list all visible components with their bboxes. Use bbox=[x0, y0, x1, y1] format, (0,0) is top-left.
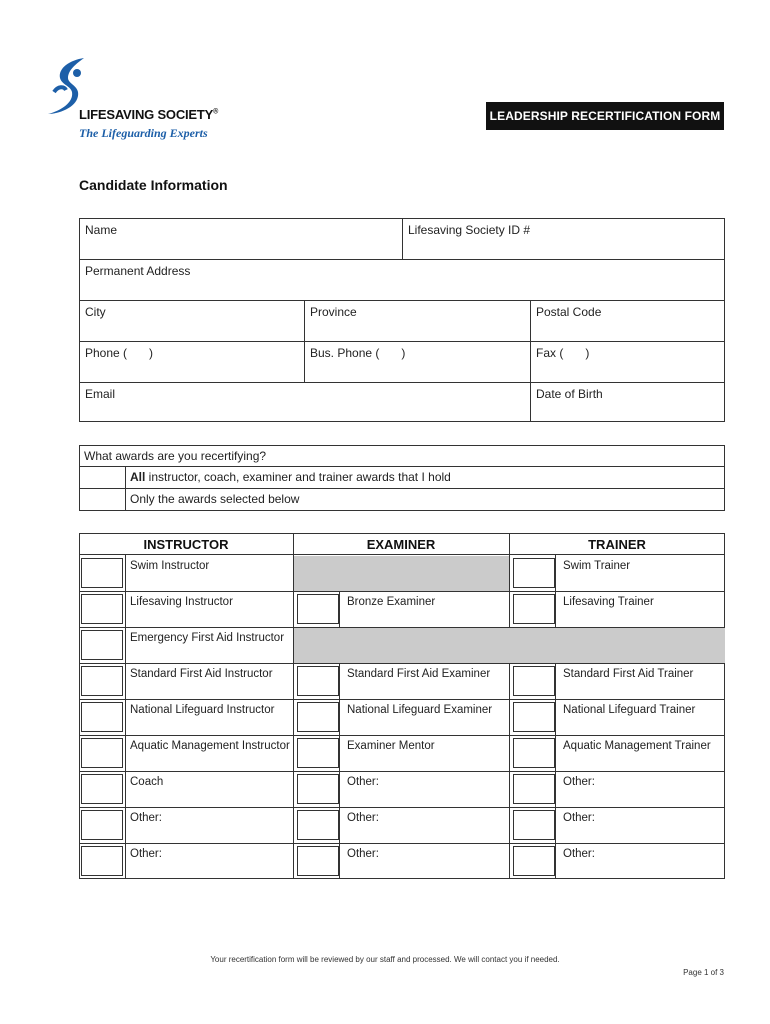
fax-field[interactable] bbox=[530, 341, 725, 383]
trainer-column-header: TRAINER bbox=[588, 537, 646, 552]
trainer-checkbox-divider bbox=[555, 735, 556, 771]
postal-code-field[interactable] bbox=[530, 300, 725, 342]
examiner-award-checkbox[interactable] bbox=[297, 846, 339, 876]
trainer-award-label: Other: bbox=[563, 812, 595, 824]
instructor-award-checkbox[interactable] bbox=[81, 738, 123, 768]
instructor-award-checkbox[interactable] bbox=[81, 666, 123, 696]
trainer-checkbox-divider bbox=[555, 555, 556, 591]
instructor-award-label: Coach bbox=[130, 776, 164, 788]
awards-row-divider bbox=[79, 699, 725, 700]
bus-phone-field[interactable] bbox=[304, 341, 531, 383]
examiner-checkbox-divider bbox=[339, 591, 340, 627]
examiner-award-checkbox[interactable] bbox=[297, 594, 339, 624]
awards-row-divider bbox=[79, 591, 725, 592]
examiner-checkbox-divider bbox=[339, 735, 340, 771]
examiner-award-label: Standard First Aid Examiner bbox=[347, 668, 491, 680]
bus-phone-label: Bus. Phone ( ) bbox=[310, 346, 406, 360]
examiner-award-label: Other: bbox=[347, 812, 379, 824]
instructor-award-checkbox[interactable] bbox=[81, 558, 123, 588]
awards-row-divider bbox=[79, 807, 725, 808]
name-label: Name bbox=[85, 223, 118, 237]
instructor-checkbox-divider bbox=[125, 699, 126, 735]
trainer-checkbox-divider bbox=[555, 591, 556, 627]
instructor-checkbox-divider bbox=[125, 627, 126, 663]
page-number: Page 1 of 3 bbox=[683, 968, 724, 977]
trainer-award-checkbox[interactable] bbox=[513, 810, 555, 840]
form-title: LEADERSHIP RECERTIFICATION FORM bbox=[486, 102, 724, 130]
awards-option-divider bbox=[79, 488, 725, 489]
awards-row-divider bbox=[79, 735, 725, 736]
examiner-award-checkbox[interactable] bbox=[297, 666, 339, 696]
city-label: City bbox=[85, 305, 106, 319]
all-awards-checkbox[interactable] bbox=[80, 467, 125, 488]
instructor-award-checkbox[interactable] bbox=[81, 630, 123, 660]
instructor-award-checkbox[interactable] bbox=[81, 846, 123, 876]
province-field[interactable] bbox=[304, 300, 531, 342]
examiner-award-label: Other: bbox=[347, 848, 379, 860]
trainer-checkbox-divider bbox=[555, 663, 556, 699]
awards-question-divider bbox=[79, 466, 725, 467]
examiner-award-checkbox[interactable] bbox=[297, 702, 339, 732]
trainer-award-checkbox[interactable] bbox=[513, 666, 555, 696]
examiner-award-checkbox[interactable] bbox=[297, 738, 339, 768]
examiner-checkbox-divider bbox=[339, 843, 340, 879]
city-field[interactable] bbox=[79, 300, 305, 342]
trainer-award-checkbox[interactable] bbox=[513, 558, 555, 588]
examiner-trainer-unavailable-cell bbox=[294, 628, 725, 663]
awards-row-divider bbox=[79, 771, 725, 772]
phone-field[interactable] bbox=[79, 341, 305, 383]
trainer-award-label: Lifesaving Trainer bbox=[563, 596, 654, 608]
postal-code-label: Postal Code bbox=[536, 305, 602, 319]
selected-awards-checkbox[interactable] bbox=[80, 489, 125, 510]
phone-label: Phone ( ) bbox=[85, 346, 154, 360]
instructor-checkbox-divider bbox=[125, 663, 126, 699]
address-field[interactable] bbox=[79, 259, 725, 301]
society-id-label: Lifesaving Society ID # bbox=[408, 223, 531, 237]
society-id-field[interactable] bbox=[402, 218, 725, 260]
trainer-award-label: National Lifeguard Trainer bbox=[563, 704, 696, 716]
instructor-award-checkbox[interactable] bbox=[81, 810, 123, 840]
trainer-checkbox-divider bbox=[555, 843, 556, 879]
trainer-award-label: Swim Trainer bbox=[563, 560, 631, 572]
instructor-award-label: Other: bbox=[130, 848, 162, 860]
awards-row-divider bbox=[79, 843, 725, 844]
trainer-award-checkbox[interactable] bbox=[513, 738, 555, 768]
date-of-birth-label: Date of Birth bbox=[536, 387, 603, 401]
instructor-checkbox-divider bbox=[125, 771, 126, 807]
trainer-award-checkbox[interactable] bbox=[513, 702, 555, 732]
examiner-checkbox-divider bbox=[339, 807, 340, 843]
trainer-checkbox-divider bbox=[555, 699, 556, 735]
email-field[interactable] bbox=[79, 382, 531, 422]
organization-tagline: The Lifeguarding Experts bbox=[79, 126, 208, 140]
name-field[interactable] bbox=[79, 218, 403, 260]
trainer-checkbox-divider bbox=[555, 771, 556, 807]
examiner-checkbox-divider bbox=[339, 699, 340, 735]
examiner-checkbox-divider bbox=[339, 663, 340, 699]
instructor-award-label: Lifesaving Instructor bbox=[130, 596, 233, 608]
instructor-award-label: Emergency First Aid Instructor bbox=[130, 632, 285, 644]
instructor-award-label: Swim Instructor bbox=[130, 560, 210, 572]
trainer-award-label: Other: bbox=[563, 776, 595, 788]
instructor-award-checkbox[interactable] bbox=[81, 702, 123, 732]
email-label: Email bbox=[85, 387, 116, 401]
examiner-column-header: EXAMINER bbox=[366, 537, 436, 552]
address-label: Permanent Address bbox=[85, 264, 191, 278]
instructor-checkbox-divider bbox=[125, 591, 126, 627]
instructor-column-header: INSTRUCTOR bbox=[143, 537, 229, 552]
trainer-award-label: Aquatic Management Trainer bbox=[563, 740, 711, 752]
fax-label: Fax ( ) bbox=[536, 346, 590, 360]
province-label: Province bbox=[310, 305, 357, 319]
examiner-trainer-divider bbox=[509, 533, 510, 879]
trainer-checkbox-divider bbox=[555, 807, 556, 843]
trainer-award-checkbox[interactable] bbox=[513, 774, 555, 804]
awards-row-divider bbox=[79, 663, 725, 664]
footer-note: Your recertification form will be reviewed by our staff and processed. We will contact you if needed. bbox=[210, 955, 560, 964]
examiner-award-checkbox[interactable] bbox=[297, 810, 339, 840]
examiner-unavailable-cell bbox=[294, 556, 509, 591]
instructor-award-label: Other: bbox=[130, 812, 162, 824]
examiner-award-label: National Lifeguard Examiner bbox=[347, 704, 493, 716]
selected-awards-option-label: Only the awards selected below bbox=[130, 492, 300, 506]
examiner-award-checkbox[interactable] bbox=[297, 774, 339, 804]
instructor-checkbox-divider bbox=[125, 843, 126, 879]
section-heading-candidate: Candidate Information bbox=[79, 177, 228, 193]
trainer-award-label: Standard First Aid Trainer bbox=[563, 668, 694, 680]
examiner-award-label: Bronze Examiner bbox=[347, 596, 436, 608]
examiner-award-label: Examiner Mentor bbox=[347, 740, 435, 752]
awards-header-divider bbox=[79, 554, 725, 555]
instructor-checkbox-divider bbox=[125, 807, 126, 843]
trainer-award-checkbox[interactable] bbox=[513, 846, 555, 876]
awards-question: What awards are you recertifying? bbox=[84, 449, 267, 463]
examiner-award-label: Other: bbox=[347, 776, 379, 788]
trainer-award-label: Other: bbox=[563, 848, 595, 860]
all-awards-option-label: All instructor, coach, examiner and trainer awards that I hold bbox=[130, 470, 451, 484]
examiner-checkbox-divider bbox=[339, 771, 340, 807]
awards-checkbox-column-divider bbox=[125, 466, 126, 511]
date-of-birth-field[interactable] bbox=[530, 382, 725, 422]
instructor-checkbox-divider bbox=[125, 735, 126, 771]
trainer-award-checkbox[interactable] bbox=[513, 594, 555, 624]
instructor-award-checkbox[interactable] bbox=[81, 774, 123, 804]
instructor-award-checkbox[interactable] bbox=[81, 594, 123, 624]
organization-name: LIFESAVING SOCIETY® bbox=[79, 107, 219, 122]
instructor-award-label: Aquatic Management Instructor bbox=[130, 740, 290, 752]
instructor-award-label: National Lifeguard Instructor bbox=[130, 704, 275, 716]
instructor-award-label: Standard First Aid Instructor bbox=[130, 668, 273, 680]
instructor-checkbox-divider bbox=[125, 555, 126, 591]
